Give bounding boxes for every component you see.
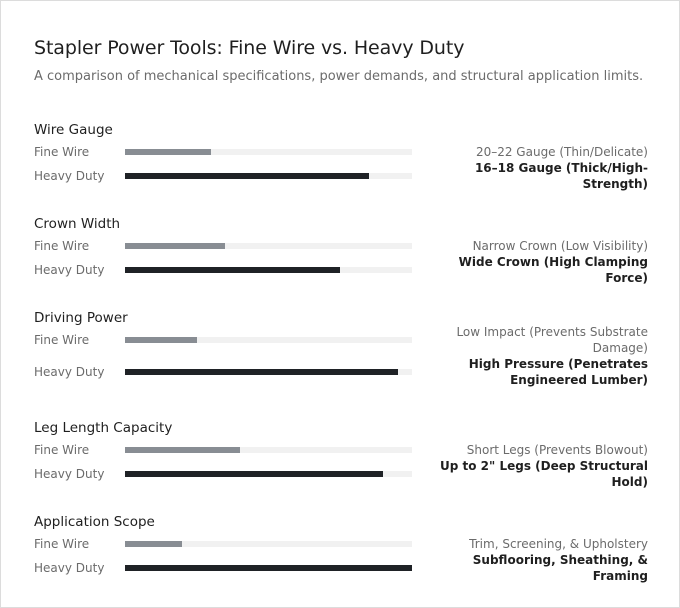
section-title: Leg Length Capacity — [34, 420, 173, 436]
value-label: Short Legs (Prevents Blowout) — [466, 443, 648, 457]
section-application-scope — [34, 512, 648, 583]
bar-track — [125, 149, 412, 155]
bar-track — [125, 243, 412, 249]
section-leg-length-capacity — [34, 418, 648, 489]
value-label: 16–18 Gauge (Thick/High-Strength) — [474, 161, 648, 191]
section-crown-width — [34, 214, 648, 285]
bar-track — [125, 471, 412, 477]
bar-track — [125, 369, 412, 375]
value-label: Wide Crown (High Clamping Force) — [458, 255, 648, 285]
series-label: Fine Wire — [34, 145, 90, 159]
section-title: Driving Power — [34, 310, 128, 326]
bar-row-heavy — [34, 352, 648, 392]
bar-fill-heavy — [125, 369, 398, 375]
bar-fill-fine — [125, 243, 225, 249]
bar-fill-fine — [125, 541, 182, 547]
bar-track — [125, 565, 412, 571]
bar-row-heavy — [34, 459, 648, 489]
section-wire-gauge — [34, 120, 648, 191]
bar-track — [125, 541, 412, 547]
bar-track — [125, 447, 412, 453]
bar-track — [125, 337, 412, 343]
value-label: High Pressure (Penetrates Engineered Lumber) — [468, 357, 648, 387]
bar-fill-fine — [125, 447, 240, 453]
bar-fill-fine — [125, 337, 197, 343]
bar-fill-heavy — [125, 471, 383, 477]
section-title: Wire Gauge — [34, 122, 113, 138]
bar-fill-heavy — [125, 267, 340, 273]
series-label: Heavy Duty — [34, 467, 105, 481]
section-driving-power — [34, 308, 648, 392]
bar-fill-heavy — [125, 565, 412, 571]
series-label: Fine Wire — [34, 537, 90, 551]
bar-track — [125, 267, 412, 273]
value-label: Narrow Crown (Low Visibility) — [472, 239, 648, 253]
bar-fill-heavy — [125, 173, 369, 179]
bar-row-heavy — [34, 255, 648, 285]
series-label: Fine Wire — [34, 443, 90, 457]
value-label: Up to 2" Legs (Deep Structural Hold) — [440, 459, 648, 489]
bar-row-fine — [34, 325, 648, 355]
value-label: Low Impact (Prevents Substrate Damage) — [456, 325, 648, 355]
bar-row-heavy — [34, 553, 648, 583]
bar-row-heavy — [34, 161, 648, 191]
series-label: Fine Wire — [34, 239, 90, 253]
series-label: Heavy Duty — [34, 365, 105, 379]
section-title: Crown Width — [34, 216, 121, 232]
series-label: Heavy Duty — [34, 169, 105, 183]
bar-track — [125, 173, 412, 179]
section-title: Application Scope — [34, 514, 155, 530]
value-label: Trim, Screening, & Upholstery — [469, 537, 648, 551]
chart-subtitle: A comparison of mechanical specifications, power demands, and structural application limits. — [34, 69, 644, 84]
series-label: Fine Wire — [34, 333, 90, 347]
chart-title: Stapler Power Tools: Fine Wire vs. Heavy Duty — [34, 37, 465, 59]
value-label: Subflooring, Sheathing, & Framing — [472, 553, 648, 583]
series-label: Heavy Duty — [34, 561, 105, 575]
bar-fill-fine — [125, 149, 211, 155]
series-label: Heavy Duty — [34, 263, 105, 277]
value-label: 20–22 Gauge (Thin/Delicate) — [475, 145, 648, 159]
